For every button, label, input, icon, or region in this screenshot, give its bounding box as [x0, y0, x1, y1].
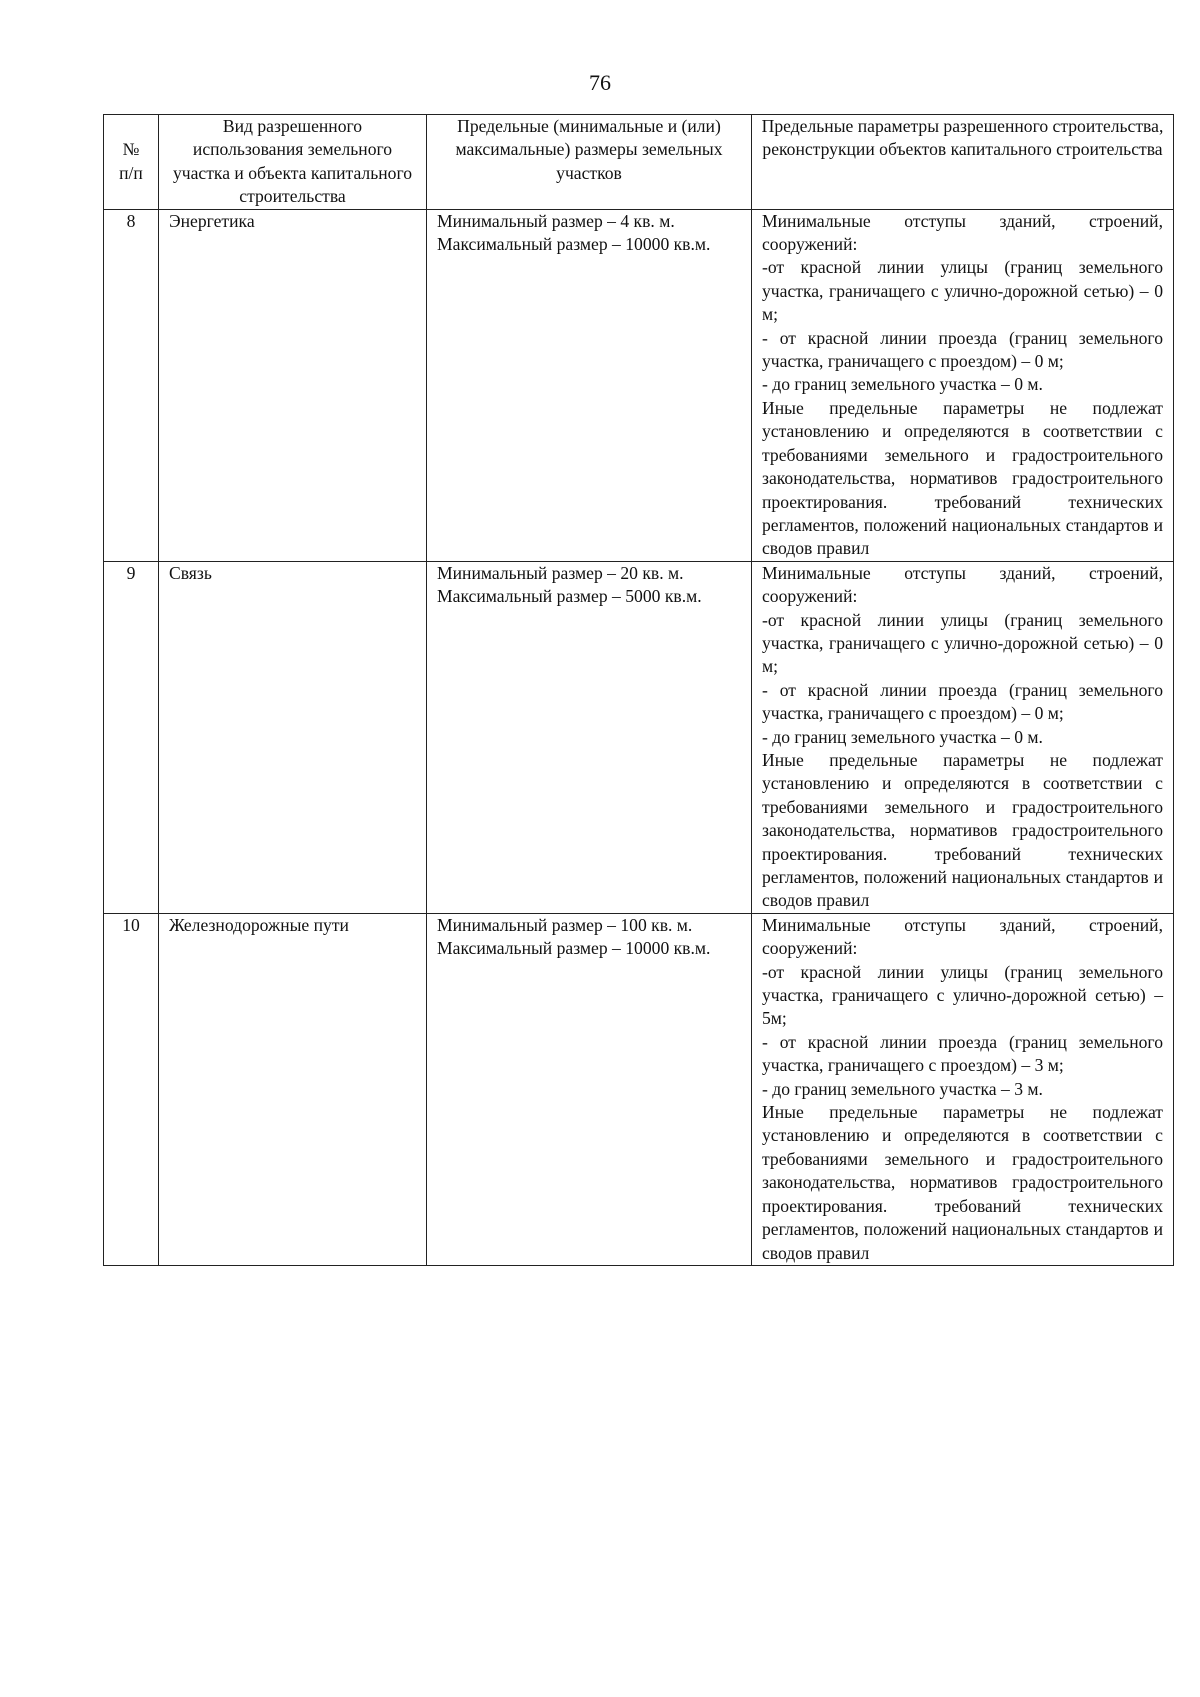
size-min: Минимальный размер – 20 кв. м.	[437, 562, 684, 583]
param-line: Минимальные отступы зданий, строений, сооружений:	[762, 562, 1163, 607]
row-size	[427, 561, 752, 913]
param-line: - до границ земельного участка – 0 м.	[762, 374, 1043, 395]
row-num: 8	[104, 209, 159, 561]
size-max: Максимальный размер – 10000 кв.м.	[437, 234, 711, 255]
param-line: - до границ земельного участка – 3 м.	[762, 1078, 1043, 1099]
param-line: -от красной линии улицы (границ земельного участка, граничащего с улично-дорожной сетью) – 5м;	[762, 961, 1163, 1029]
row-params	[752, 913, 1174, 1265]
param-line: - от красной линии проезда (границ земельного участка, граничащего с проездом) – 3 м;	[762, 1031, 1163, 1076]
header-num: № п/п	[104, 115, 159, 210]
param-line: Иные предельные параметры не подлежат установлению и определяются в соответствии с требованиями земельного и градостроительного законодательства, нормативов градостроительного проектирования. требований технических регламентов, положений национальных стандартов и сводов правил	[762, 397, 1163, 559]
row-size	[427, 913, 752, 1265]
param-line: Минимальные отступы зданий, строений, сооружений:	[762, 210, 1163, 255]
table-row	[104, 209, 1174, 561]
table-row	[104, 561, 1174, 913]
row-num: 10	[104, 913, 159, 1265]
param-line: Иные предельные параметры не подлежат установлению и определяются в соответствии с требованиями земельного и градостроительного законодательства, нормативов градостроительного проектирования. требований технических регламентов, положений национальных стандартов и сводов правил	[762, 1102, 1163, 1263]
row-num: 9	[104, 561, 159, 913]
size-min: Минимальный размер – 4 кв. м.	[437, 210, 675, 231]
row-size	[427, 209, 752, 561]
row-use: Энергетика	[159, 209, 427, 561]
page-number: 76	[589, 70, 611, 95]
row-use: Связь	[159, 561, 427, 913]
header-size: Предельные (минимальные и (или) максимальные) размеры земельных участков	[427, 115, 752, 210]
size-min: Минимальный размер – 100 кв. м.	[437, 914, 693, 935]
row-params	[752, 561, 1174, 913]
table-header-row	[104, 115, 1174, 210]
param-line: - от красной линии проезда (границ земельного участка, граничащего с проездом) – 0 м;	[762, 679, 1163, 724]
param-line: -от красной линии улицы (границ земельного участка, граничащего с улично-дорожной сетью) – 0 м;	[762, 609, 1163, 677]
size-max: Максимальный размер – 5000 кв.м.	[437, 586, 702, 607]
size-max: Максимальный размер – 10000 кв.м.	[437, 938, 711, 959]
header-params: Предельные параметры разрешенного строительства, реконструкции объектов капитального строительства	[752, 115, 1174, 210]
param-line: Иные предельные параметры не подлежат установлению и определяются в соответствии с требованиями земельного и градостроительного законодательства, нормативов градостроительного проектирования. требований технических регламентов, положений национальных стандартов и сводов правил	[762, 749, 1163, 911]
regulations-table	[103, 114, 1174, 1266]
param-line: Минимальные отступы зданий, строений, сооружений:	[762, 914, 1163, 959]
row-params	[752, 209, 1174, 561]
header-use: Вид разрешенного использования земельного участка и объекта капитального строительства	[159, 115, 427, 210]
param-line: - от красной линии проезда (границ земельного участка, граничащего с проездом) – 0 м;	[762, 327, 1163, 372]
param-line: - до границ земельного участка – 0 м.	[762, 726, 1043, 747]
param-line: -от красной линии улицы (границ земельного участка, граничащего с улично-дорожной сетью) – 0 м;	[762, 257, 1163, 325]
table-row	[104, 913, 1174, 1265]
row-use: Железнодорожные пути	[159, 913, 427, 1265]
